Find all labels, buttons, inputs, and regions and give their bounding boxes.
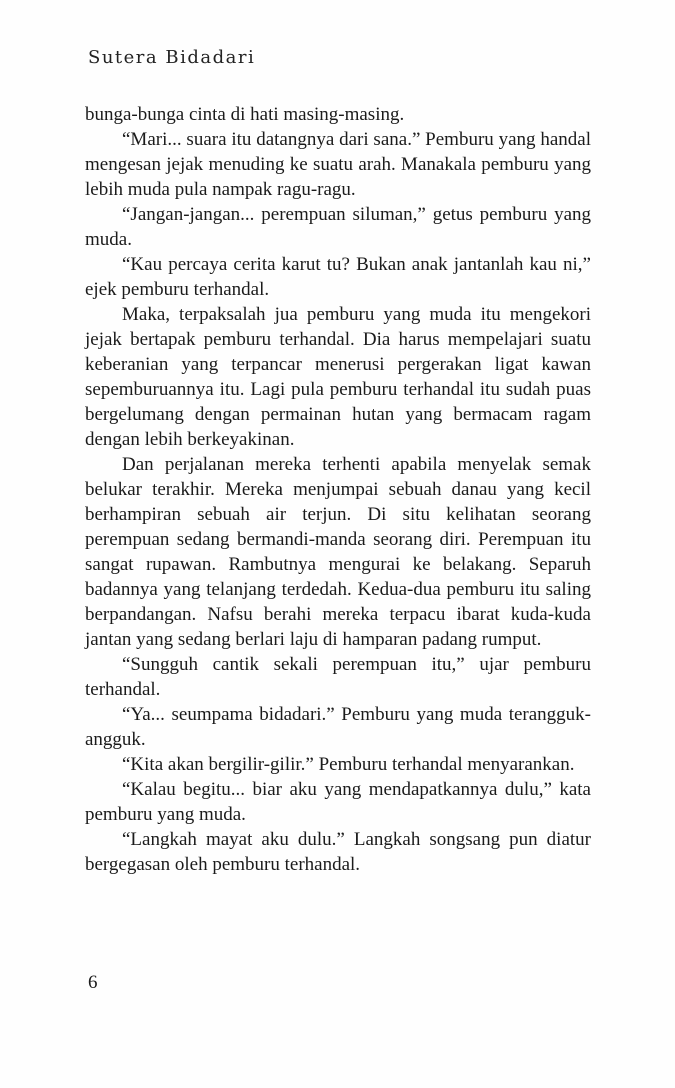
paragraph: “Kalau begitu... biar aku yang mendapatkannya dulu,” kata pemburu yang muda.	[85, 779, 591, 825]
paragraph: “Sungguh cantik sekali perempuan itu,” ujar pemburu terhandal.	[85, 654, 591, 700]
paragraph: “Mari... suara itu datangnya dari sana.” Pemburu yang handal mengesan jejak menuding ke suatu arah. Manakala pemburu yang lebih muda pula nampak ragu-ragu.	[85, 129, 591, 200]
paragraph: bunga-bunga cinta di hati masing-masing.	[85, 104, 405, 125]
paragraph: “Jangan-jangan... perempuan siluman,” getus pemburu yang muda.	[85, 204, 591, 250]
running-head: Sutera Bidadari	[88, 47, 256, 68]
paragraph: “Ya... seumpama bidadari.” Pemburu yang muda terangguk-angguk.	[85, 704, 591, 750]
paragraph: Dan perjalanan mereka terhenti apabila menyelak semak belukar terakhir. Mereka menjumpai sebuah danau yang kecil berhampiran sebuah air terjun. Di situ kelihatan seorang perempuan sedang bermandi-manda seorang diri. Perempuan itu sangat rupawan. Rambutnya mengurai ke belakang. Separuh badannya yang telanjang terdedah. Kedua-dua pemburu itu saling berpandangan. Nafsu berahi mereka terpacu ibarat kuda-kuda jantan yang sedang berlari laju di hamparan padang rumput.	[85, 454, 591, 650]
page-number: 6	[88, 972, 98, 993]
paragraph: “Langkah mayat aku dulu.” Langkah songsang pun diatur bergegasan oleh pemburu terhandal.	[85, 829, 591, 875]
paragraph: Maka, terpaksalah jua pemburu yang muda itu mengekori jejak bertapak pemburu terhandal. Dia harus mempelajari suatu keberanian yang terpancar menerusi pergerakan ligat kawan sepemburuannya itu. Lagi pula pemburu terhandal itu sudah puas bergelumang dengan permainan hutan yang bermacam ragam dengan lebih berkeyakinan.	[85, 304, 591, 450]
body-text	[85, 102, 591, 877]
paragraph: “Kau percaya cerita karut tu? Bukan anak jantanlah kau ni,” ejek pemburu terhandal.	[85, 254, 591, 300]
paragraph: “Kita akan bergilir-gilir.” Pemburu terhandal menyarankan.	[122, 754, 575, 775]
